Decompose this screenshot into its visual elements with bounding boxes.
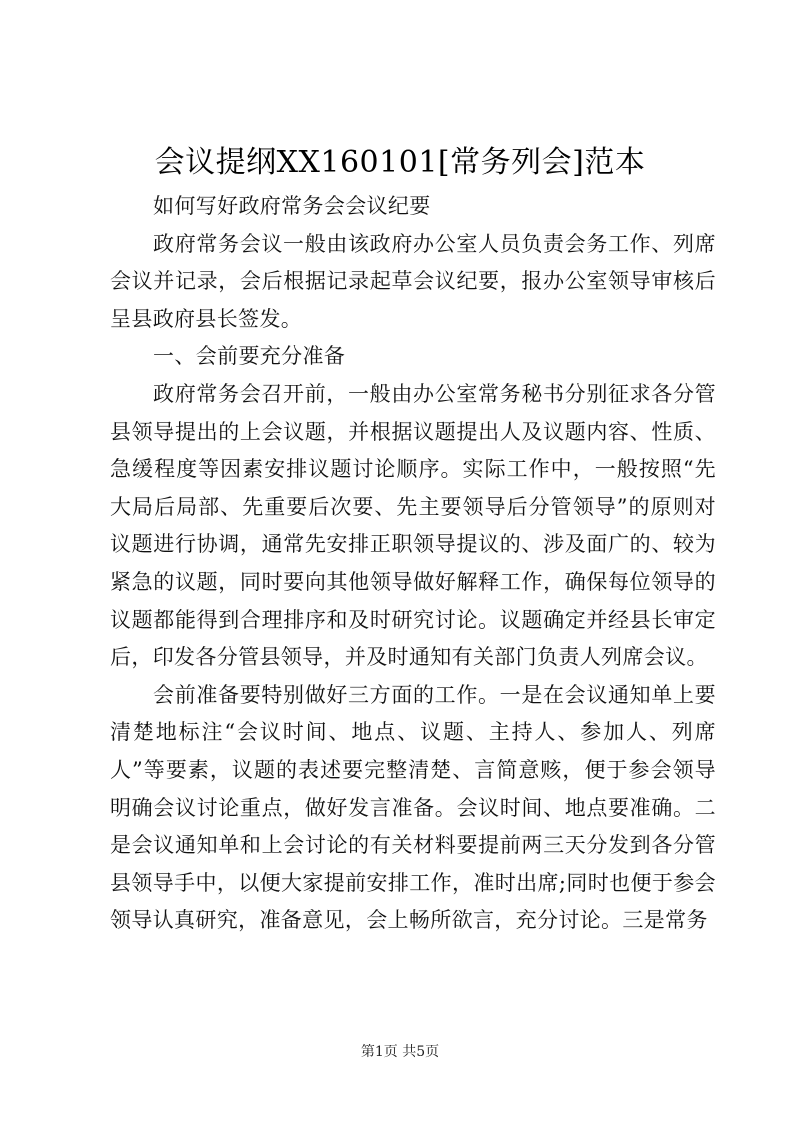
- paragraph-intro: 政府常务会议一般由该政府办公室人员负责会务工作、列席会议并记录，会后根据记录起草会议纪要，报办公室领导审核后呈县政府县长签发。: [110, 231, 716, 331]
- section-heading: 一、会前要充分准备: [153, 344, 346, 369]
- page-number-footer: 第1页 共5页: [360, 1044, 440, 1060]
- paragraph-subtitle: 如何写好政府常务会会议纪要: [153, 194, 431, 218]
- document-body: [110, 188, 716, 940]
- paragraph-body: 会前准备要特别做好三方面的工作。一是在会议通知单上要清楚地标注“会议时间、地点、议题、主持人、参加人、列席人”等要素，议题的表述要完整清楚、言简意赅，便于参会领导明确会议讨论重点，做好发言准备。会议时间、地点要准确。二是会议通知单和上会讨论的有关材料要提前两三天分发到各分管县领导手中，以便大家提前安排工作，准时出席;同时也便于参会领导认真研究，准备意见，会上畅所欲言，充分讨论。三是常务: [110, 682, 716, 933]
- document-title: 会议提纲XX160101[常务列会]范本: [154, 145, 646, 180]
- paragraph-body: 政府常务会召开前，一般由办公室常务秘书分别征求各分管县领导提出的上会议题，并根据议题提出人及议题内容、性质、急缓程度等因素安排议题讨论顺序。实际工作中，一般按照“先大局后局部、先重要后次要、先主要领导后分管领导”的原则对议题进行协调，通常先安排正职领导提议的、涉及面广的、较为紧急的议题，同时要向其他领导做好解释工作，确保每位领导的议题都能得到合理排序和及时研究讨论。议题确定并经县长审定后，印发各分管县领导，并及时通知有关部门负责人列席会议。: [110, 381, 716, 670]
